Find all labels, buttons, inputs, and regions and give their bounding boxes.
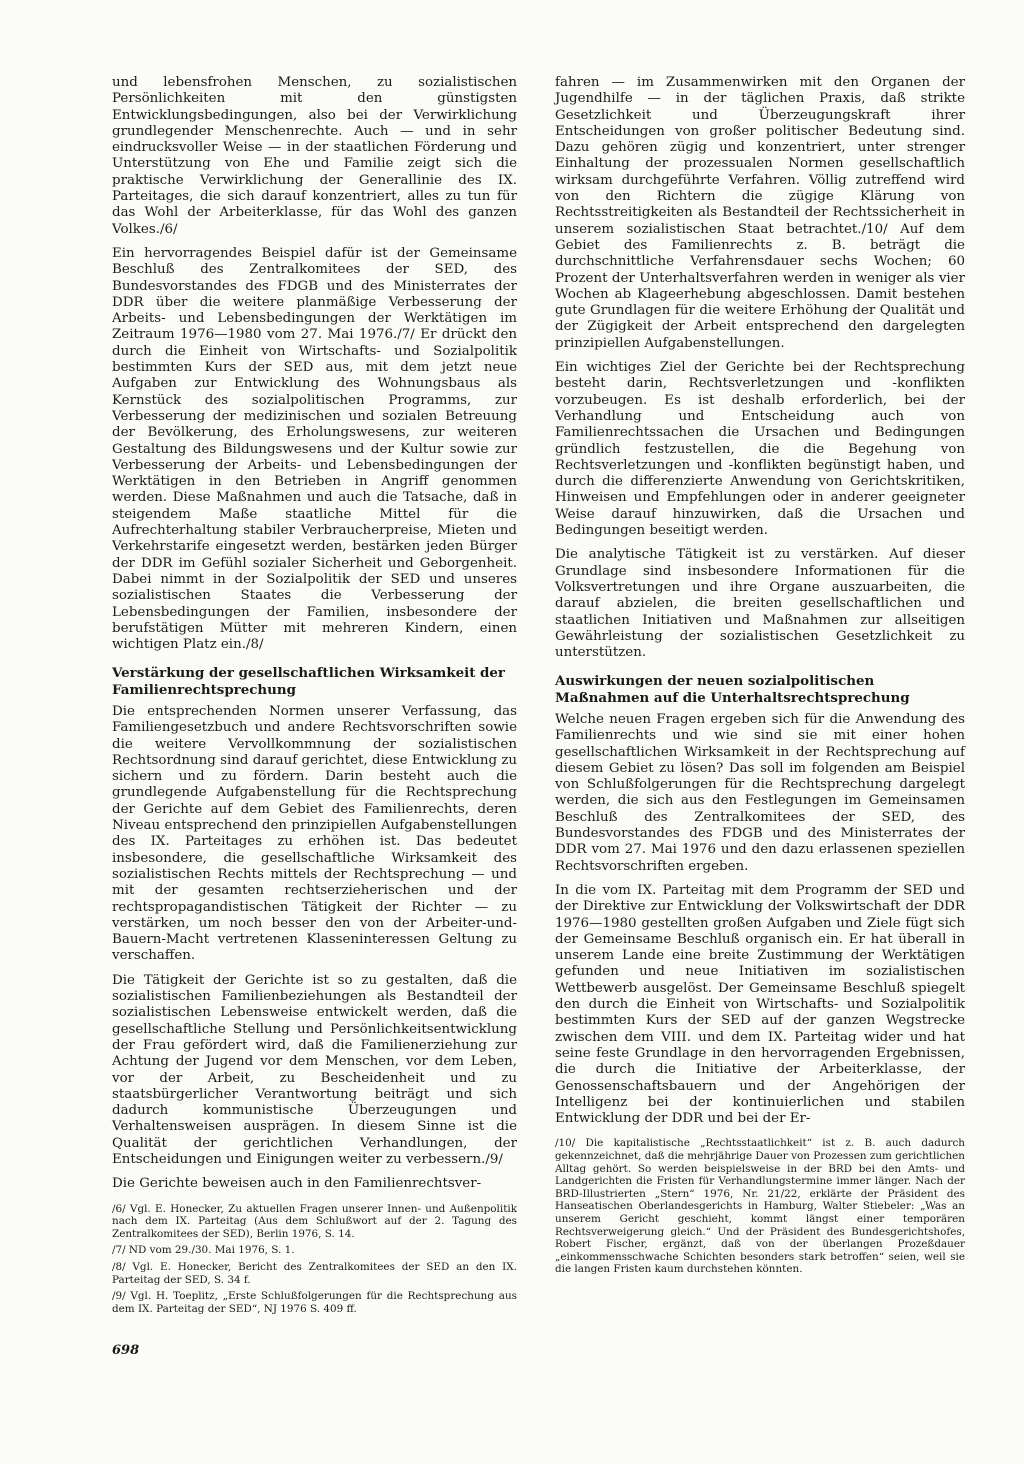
section-heading: Auswirkungen der neuen sozialpolitischen Maßnahmen auf die Unterhaltsrechtsprechung <box>555 673 910 706</box>
paragraph: Die analytische Tätigkeit ist zu verstärken. Auf dieser Grundlage sind insbesondere Informationen für die Volksvertretungen und ihre Organe auszuarbeiten, die darauf abzielen, die breiten gesellschaftlichen und staatlichen Initiativen und Maßnahmen zur allseitigen Gewährleistung der sozialistischen Gesetzlichkeit zu unterstützen. <box>555 547 965 661</box>
footnotes <box>555 1137 965 1276</box>
footnote: /6/ Vgl. E. Honecker, Zu aktuellen Fragen unserer Innen- und Außenpolitik nach dem IX. Parteitag (Aus dem Schlußwort auf der 2. Tagung des Zentralkomitees der SED), Berlin 1976, S. 14. <box>112 1202 517 1240</box>
paragraph: und lebensfrohen Menschen, zu sozialistischen Persönlichkeiten mit den günstigsten Entwicklungsbedingungen, also bei der Verwirklichung grundlegender Menschenrechte. Auch — und in sehr eindrucksvoller Weise — in der staatlichen Förderung und Unterstützung von Ehe und Familie zeigt sich die praktische Verwirklichung der Generallinie des IX. Parteitages, die sich darauf konzentriert, alles zu tun für das Wohl der Arbeiterklasse, für das Wohl des ganzen Volkes./6/ <box>112 75 517 237</box>
footnote: /10/ Die kapitalistische „Rechtsstaatlichkeit“ ist z. B. auch dadurch gekennzeichnet, daß die mehrjährige Dauer von Prozessen zum gerichtlichen Alltag gehört. So werden beispielsweise in der BRD bei den Amts- und Landgerichten die Fristen für Verhandlungstermine immer länger. Nach der BRD-Illustrierten „Stern“ 1976, Nr. 21/22, erklärte der Präsident des Hanseatischen Oberlandesgerichts in Hamburg, Walter Stiebeler: „Was an unserem Gericht geschieht, kommt längst einer temporären Rechtsverweigerung gleich.“ Und der Präsident des Bundesgerichtshofes, Robert Fischer, ergänzt, daß von der überlangen Prozeßdauer „einkommensschwache Schichten besonders stark betroffen“ seien, weil sie die langen Fristen kaum durchstehen könnten. <box>555 1137 965 1276</box>
footnote: /8/ Vgl. E. Honecker, Bericht des Zentralkomitees der SED an den IX. Parteitag der SED, S. 34 f. <box>112 1260 517 1286</box>
paragraph: fahren — im Zusammenwirken mit den Organen der Jugendhilfe — in der täglichen Praxis, daß strikte Gesetzlichkeit und Überzeugungskraft ihrer Entscheidungen von großer politischer Bedeutung sind. Dazu gehören zügig und konzentriert, unter strenger Einhaltung der prozessualen Normen gesellschaftlich wirksam durchgeführte Verfahren. Völlig zutreffend wird von den Richtern die zügige Klärung von Rechtsstreitigkeiten als Bestandteil der Rechtssicherheit in unserem sozialistischen Staat betrachtet./10/ Auf dem Gebiet des Familienrechts z. B. beträgt die durchschnittliche Verfahrensdauer sechs Wochen; 60 Prozent der Unterhaltsverfahren werden in weniger als vier Wochen ab Klageerhebung abgeschlossen. Damit bestehen gute Grundlagen für die weitere Erhöhung der Qualität und der Zügigkeit der Arbeit entsprechend den dargelegten prinzipiellen Aufgabenstellungen. <box>555 75 965 351</box>
left-column <box>112 75 517 1319</box>
paragraph: Ein hervorragendes Beispiel dafür ist der Gemeinsame Beschluß des Zentralkomitees der SED, des Bundesvorstandes des FDGB und des Ministerrates der DDR über die weitere planmäßige Verbesserung der Arbeits- und Lebensbedingungen der Werktätigen im Zeitraum 1976—1980 vom 27. Mai 1976./7/ Er drückt den durch die Einheit von Wirtschafts- und Sozialpolitik bestimmten Kurs der SED aus, mit dem jetzt neue Aufgaben zur Entwicklung des Wohnungsbaus als Kernstück des sozialpolitischen Programms, zur Verbesserung der medizinischen und sozialen Betreuung der Bevölkerung, des Erholungswesens, zur weiteren Gestaltung des Bildungswesens und der Kultur sowie zur Verbesserung der Arbeits- und Lebensbedingungen der Werktätigen in den Betrieben in Angriff genommen werden. Diese Maßnahmen und auch die Tatsache, daß in steigendem Maße staatliche Mittel für die Aufrechterhaltung stabiler Verbraucherpreise, Mieten und Verkehrstarife eingesetzt werden, bestärken jeden Bürger der DDR im Gefühl sozialer Sicherheit und Geborgenheit. Dabei nimmt in der Sozialpolitik der SED und unseres sozialistischen Staates die Verbesserung der Lebensbedingungen der Familien, insbesondere der berufstätigen Mütter mit mehreren Kindern, einen wichtigen Platz ein./8/ <box>112 245 517 653</box>
footnote: /9/ Vgl. H. Toeplitz, „Erste Schlußfolgerungen für die Rechtsprechung aus dem IX. Parteitag der SED“, NJ 1976 S. 409 ff. <box>112 1290 517 1315</box>
footnotes <box>112 1203 517 1316</box>
paragraph: Die Gerichte beweisen auch in den Familienrechtsver- <box>112 1176 482 1192</box>
paragraph: Welche neuen Fragen ergeben sich für die Anwendung des Familienrechts und wie sind sie mit einer hohen gesellschaftlichen Wirksamkeit in der Rechtsprechung auf diesem Gebiet zu lösen? Das soll im folgenden am Beispiel von Schlußfolgerungen für die Rechtsprechung dargelegt werden, die sich aus den Festlegungen im Gemeinsamen Beschluß des Zentralkomitees der SED, des Bundesvorstandes des FDGB und des Ministerrates der DDR vom 27. Mai 1976 und den dazu erlassenen speziellen Rechtsvorschriften ergeben. <box>555 711 965 874</box>
footnote: /7/ ND vom 29./30. Mai 1976, S. 1. <box>112 1244 295 1257</box>
page-number: 698 <box>112 1343 140 1358</box>
paragraph: Die entsprechenden Normen unserer Verfassung, das Familiengesetzbuch und andere Rechtsvorschriften sowie die weitere Vervollkommnung der sozialistischen Rechtsordnung sind darauf gerichtet, diese Entwicklung zu sichern und zu fördern. Darin besteht auch die grundlegende Aufgabenstellung für die Rechtsprechung der Gerichte auf dem Gebiet des Familienrechts, deren Niveau entsprechend den prinzipiellen Aufgabenstellungen des IX. Parteitages zu erhöhen ist. Das bedeutet insbesondere, die gesellschaftliche Wirksamkeit des sozialistischen Rechts mittels der Rechtsprechung — und mit der gesamten rechtserzieherischen und der rechtspropagandistischen Tätigkeit der Richter — zu verstärken, um noch besser den von der Arbeiter-und-Bauern-Macht vertretenen Klasseninteressen Geltung zu verschaffen. <box>112 703 518 964</box>
paragraph: In die vom IX. Parteitag mit dem Programm der SED und der Direktive zur Entwicklung der Volkswirtschaft der DDR 1976—1980 gestellten großen Aufgaben und Ziele fügt sich der Gemeinsame Beschluß organisch ein. Er hat überall in unserem Lande eine breite Zustimmung der Werktätigen gefunden und neue Initiativen im sozialistischen Wettbewerb ausgelöst. Der Gemeinsame Beschluß spiegelt den durch die Einheit von Wirtschafts- und Sozialpolitik bestimmten Kurs der SED auf der ganzen Wegstrecke zwischen dem VIII. und dem IX. Parteitag wider und hat seine feste Grundlage in den hervorragenden Ergebnissen, die durch die Initiative der Arbeiterklasse, der Genossenschaftsbauern und der Angehörigen der Intelligenz bei der kontinuierlichen und stabilen Entwicklung der DDR und bei der Er- <box>555 882 965 1127</box>
paragraph: Die Tätigkeit der Gerichte ist so zu gestalten, daß die sozialistischen Familienbeziehungen als Bestandteil der sozialistischen Lebensweise entwickelt werden, daß die gesellschaftliche Stellung und Persönlichkeitsentwicklung der Frau gefördert wird, daß die Familienerziehung zur Achtung der Jugend vor dem Menschen, vor dem Leben, vor der Arbeit, zu Bescheidenheit und zu staatsbürgerlicher Verantwortung beiträgt und sich dadurch kommunistische Überzeugungen und Verhaltensweisen ausprägen. In diesem Sinne ist die Qualität der gerichtlichen Verhandlungen, der Entscheidungen und Einigungen weiter zu verbessern./9/ <box>112 972 517 1167</box>
right-column <box>555 75 965 1280</box>
paragraph: Ein wichtiges Ziel der Gerichte bei der Rechtsprechung besteht darin, Rechtsverletzungen und -konflikten vorzubeugen. Es ist deshalb erforderlich, bei der Verhandlung und Entscheidung auch von Familienrechtssachen die Ursachen und Bedingungen gründlich festzustellen, die die Begehung von Rechtsverletzungen und -konflikten begünstigt haben, und durch die differenzierte Anwendung von Gerichtskritiken, Hinweisen und Empfehlungen oder in anderer geeigneter Weise darauf hinzuwirken, daß die Ursachen und Bedingungen beseitigt werden. <box>555 360 965 539</box>
section-heading: Verstärkung der gesellschaftlichen Wirksamkeit der Familienrechtsprechung <box>112 665 505 698</box>
